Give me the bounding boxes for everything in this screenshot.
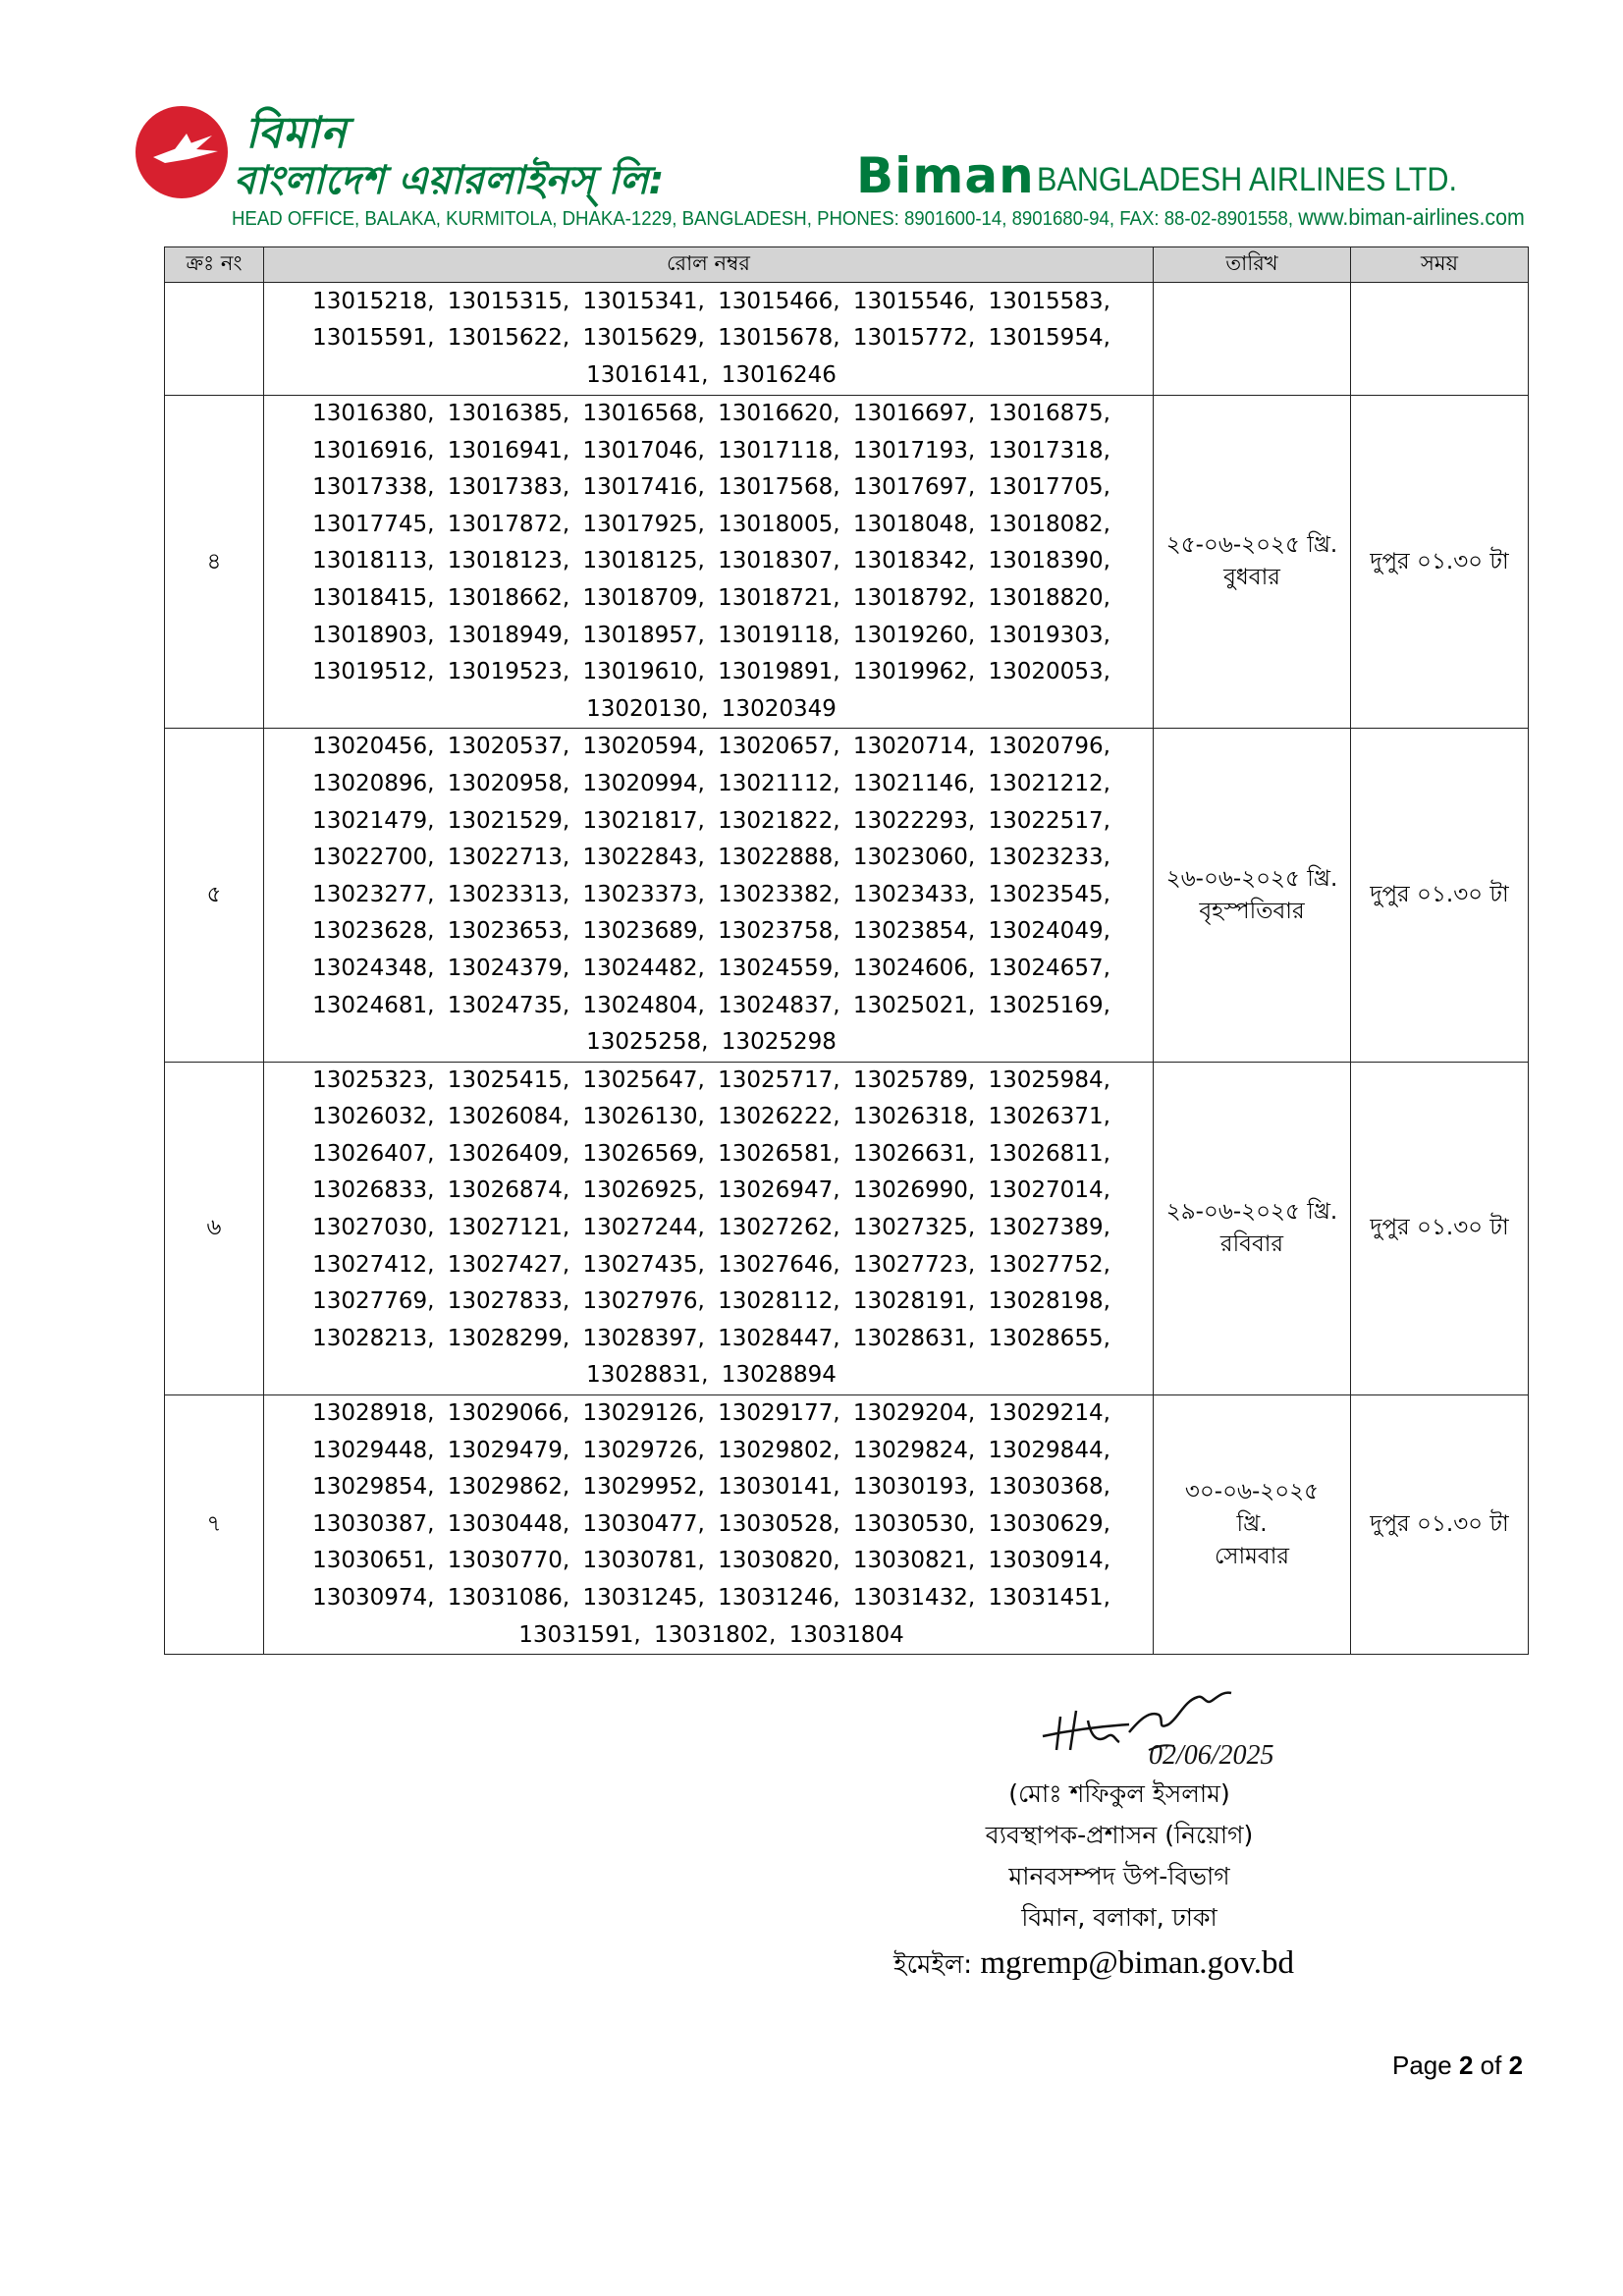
signature-block (864, 1774, 1375, 1939)
signatory-designation: ব্যবস্থাপক-প্রশাসন (নিয়োগ) (985, 1821, 1254, 1849)
roll-cell: 13025323, 13025415, 13025647, 13025717, 13025789, 13025984, 13026032, 13026084, 13026130, 13026222, 13026318, 13026371, 13026407, 13026409, 13026569, 13026581, 13026631, 13026811, 13026833, 13026874, 13026925, 13026947, 13026990, 13027014, 13027030, 13027121, 13027244, 13027262, 13027325, 13027389, 13027412, 13027427, 13027435, 13027646, 13027723, 13027752, 13027769, 13027833, 13027976, 13028112, 13028191, 13028198, 13028213, 13028299, 13028397, 13028447, 13028631, 13028655, 13028831, 13028894 (264, 1062, 1154, 1394)
header-time: সময় (1351, 247, 1529, 283)
bangla-brand-line-1: বিমান (245, 108, 348, 158)
website-link[interactable]: www.biman-airlines.com (1298, 204, 1525, 230)
handwritten-signature (1031, 1681, 1325, 1770)
bangla-brand-line-2: বাংলাদেশ এয়ারলাইনস্ লি: (234, 158, 665, 203)
table-header-row (165, 247, 1529, 283)
signatory-email (893, 1944, 1294, 1988)
header-date: তারিখ (1154, 247, 1351, 283)
roll-cell: 13028918, 13029066, 13029126, 13029177, 13029204, 13029214, 13029448, 13029479, 13029726, 13029802, 13029824, 13029844, 13029854, 13029862, 13029952, 13030141, 13030193, 13030368, 13030387, 13030448, 13030477, 13030528, 13030530, 13030629, 13030651, 13030770, 13030781, 13030820, 13030821, 13030914, 13030974, 13031086, 13031245, 13031246, 13031432, 13031451, 13031591, 13031802, 13031804 (264, 1395, 1154, 1655)
table-row (165, 1395, 1529, 1655)
email-link[interactable]: mgremp@biman.gov.bd (980, 1945, 1295, 1981)
date-cell (1154, 1395, 1351, 1655)
serial-cell: ৪ (165, 396, 264, 729)
time-cell (1351, 283, 1529, 396)
roll-cell: 13015218, 13015315, 13015341, 13015466, 13015546, 13015583, 13015591, 13015622, 13015629, 13015678, 13015772, 13015954, 13016141, 13016246 (264, 283, 1154, 396)
signatory-office: বিমান, বলাকা, ঢাকা (1021, 1903, 1217, 1932)
date-cell (1154, 1062, 1351, 1394)
company-name: BANGLADESH AIRLINES LTD. (1037, 161, 1457, 198)
time-cell: দুপুর ০১.৩০ টা (1351, 729, 1529, 1062)
exam-weekday: সোমবার (1214, 1544, 1290, 1570)
email-label: ইমেইল: (893, 1950, 973, 1980)
exam-date: ২৬-০৬-২০২৫ খ্রি. (1165, 865, 1338, 892)
address-text: HEAD OFFICE, BALAKA, KURMITOLA, DHAKA-1229, BANGLADESH, PHONES: 8901600-14, 8901680-94, FAX: 88-02-8901558, (232, 208, 1294, 230)
roll-cell: 13016380, 13016385, 13016568, 13016620, 13016697, 13016875, 13016916, 13016941, 13017046, 13017118, 13017193, 13017318, 13017338, 13017383, 13017416, 13017568, 13017697, 13017705, 13017745, 13017872, 13017925, 13018005, 13018048, 13018082, 13018113, 13018123, 13018125, 13018307, 13018342, 13018390, 13018415, 13018662, 13018709, 13018721, 13018792, 13018820, 13018903, 13018949, 13018957, 13019118, 13019260, 13019303, 13019512, 13019523, 13019610, 13019891, 13019962, 13020053, 13020130, 13020349 (264, 396, 1154, 729)
biman-logo-icon (135, 106, 228, 198)
exam-date-suffix: খ্রি. (1236, 1511, 1268, 1538)
exam-weekday: বুধবার (1223, 565, 1280, 591)
serial-cell: ৬ (165, 1062, 264, 1394)
exam-date: ২৯-০৬-২০২৫ খ্রি. (1165, 1198, 1338, 1225)
table-row (165, 729, 1529, 1062)
page-total: 2 (1508, 2050, 1524, 2080)
serial-cell: ৫ (165, 729, 264, 1062)
date-cell (1154, 729, 1351, 1062)
page-of: of (1480, 2050, 1502, 2080)
signature-date: 02/06/2025 (1149, 1740, 1274, 1770)
page-prefix: Page (1392, 2050, 1452, 2080)
table-row (165, 396, 1529, 729)
roll-cell: 13020456, 13020537, 13020594, 13020657, 13020714, 13020796, 13020896, 13020958, 13020994, 13021112, 13021146, 13021212, 13021479, 13021529, 13021817, 13021822, 13022293, 13022517, 13022700, 13022713, 13022843, 13022888, 13023060, 13023233, 13023277, 13023313, 13023373, 13023382, 13023433, 13023545, 13023628, 13023653, 13023689, 13023758, 13023854, 13024049, 13024348, 13024379, 13024482, 13024559, 13024606, 13024657, 13024681, 13024735, 13024804, 13024837, 13025021, 13025169, 13025258, 13025298 (264, 729, 1154, 1062)
serial-cell (165, 283, 264, 396)
header-serial: ক্রঃ নং (165, 247, 264, 283)
time-cell: দুপুর ০১.৩০ টা (1351, 1062, 1529, 1394)
letterhead (135, 106, 1525, 234)
serial-cell: ৭ (165, 1395, 264, 1655)
exam-date: ৩০-০৬-২০২৫ (1184, 1479, 1320, 1505)
roll-number-table (164, 246, 1529, 1655)
exam-weekday: রবিবার (1219, 1230, 1284, 1257)
date-cell (1154, 396, 1351, 729)
table-row (165, 1062, 1529, 1394)
date-cell (1154, 283, 1351, 396)
time-cell: দুপুর ০১.৩০ টা (1351, 1395, 1529, 1655)
header-roll-number: রোল নম্বর (264, 247, 1154, 283)
table-row (165, 283, 1529, 396)
page-number (1392, 2050, 1523, 2081)
signatory-department: মানবসম্পদ উপ-বিভাগ (1008, 1862, 1230, 1890)
signatory-name: (মোঃ শফিকুল ইসলাম) (1008, 1779, 1230, 1808)
exam-date: ২৫-০৬-২০২৫ খ্রি. (1165, 532, 1338, 559)
exam-weekday: বৃহস্পতিবার (1199, 898, 1305, 924)
biman-wordmark: Biman (856, 147, 1035, 204)
time-cell: দুপুর ০১.৩০ টা (1351, 396, 1529, 729)
page-current: 2 (1458, 2050, 1474, 2080)
head-office-address (232, 204, 1525, 231)
